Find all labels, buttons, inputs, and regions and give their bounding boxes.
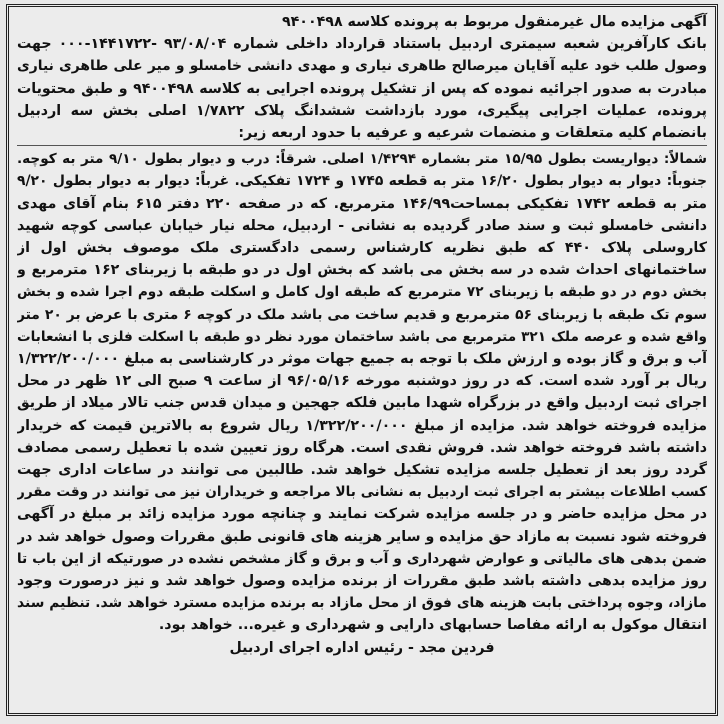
body-line: ضمن بدهی های مالیاتی و عوارض شهرداری و آب و برق و گاز مشخص نشده در صورتیکه از این باب تا xyxy=(17,550,707,567)
body-line: مازاد، وجوه پرداختی بابت هزینه های فوق از محل مازاد به برنده مزایده مسترد خواهد شد. تنظیم سند xyxy=(17,595,707,612)
section-divider xyxy=(17,145,707,146)
intro-line: مبادرت به صدور اجرائیه نموده که پس از تشکیل پرونده اجرایی به کلاسه ۹۴۰۰۴۹۸ و طبق محتویات xyxy=(17,80,707,97)
body-line: گردد روز بعد از تعطیل جلسه مزایده تشکیل خواهد شد. طالبین می توانند در ساعات اداری جهت xyxy=(17,462,707,479)
intro-line: پرونده، عملیات اجرایی پیگیری، مورد بازداشت ششدانگ پلاک ۱/۷۸۲۲ اصلی بخش سه اردبیل xyxy=(17,102,707,119)
body-line: فروخته شود نسبت به مازاد حق مزایده و سایر هزینه های قانونی طبق مقررات وصول خواهد شد در xyxy=(17,528,707,545)
body-line: داشته باشد فروخته خواهد شد. فروش نقدی است. هرگاه روز تعیین شده با تعطیل رسمی مصادف xyxy=(17,439,707,456)
notice-body xyxy=(17,148,707,636)
notice-intro xyxy=(17,33,707,144)
notice-title: آگهی مزایده مال غیرمنقول مربوط به پرونده کلاسه ۹۴۰۰۴۹۸ xyxy=(281,14,707,30)
body-line: بخش دوم در دو طبقه با زیربنای ۷۲ مترمربع که طبقه اول کامل و اسکلت طبقه دوم اجرا شده و بخش xyxy=(17,284,707,301)
body-line: اجرای ثبت اردبیل واقع در بزرگراه شهدا مابین فلکه جهجین و میدان قدس جنب تالار میلاد از طریق xyxy=(17,395,707,412)
body-line: دانشی خامسلو ثبت و سند صادر گردیده به نشانی - اردبیل، محله نیار خیابان عباسی کوچه شهید xyxy=(17,217,707,234)
body-line: روز مزایده بدهی داشته باشد طبق مقررات از برنده مزایده وصول خواهد شد و نیز درصورت وجود xyxy=(17,573,707,590)
auction-notice xyxy=(6,4,718,716)
body-line: انتقال موکول به ارائه مفاصا حسابهای دارایی و شهرداری و غیره... خواهد بود. xyxy=(158,617,707,634)
intro-line: بانک کارآفرین شعبه سیمتری اردبیل باستناد قرارداد داخلی شماره ۹۳/۰۸/۰۴ -۱۴۴۱۷۲۲-۰۰۰ جهت xyxy=(17,36,707,53)
body-line: کاروسلی پلاک ۴۴۰ که طبق نظریه کارشناس رسمی دادگستری ملک موصوف بخش اول از xyxy=(17,240,707,257)
body-line: ریال بر آورد شده است. که در روز دوشنبه مورخه ۹۶/۰۵/۱۶ از ساعت ۹ صبح الی ۱۲ ظهر در محل xyxy=(17,373,707,390)
body-line: شمالاً: دیواریست بطول ۱۵/۹۵ متر بشماره ۱/۴۲۹۴ اصلی. شرقاً: درب و دیوار بطول ۹/۱۰ متر به کوچه. xyxy=(17,151,707,168)
body-line: آب و برق و گاز بوده و ارزش ملک با توجه به جمیع جهات موثر در کارشناسی به مبلغ ۱/۳۲۲/۲۰۰/۰۰۰ xyxy=(17,351,707,368)
intro-line: وصول طلب خود علیه آقایان میرصالح طاهری نیاری و مهدی دانشی خامسلو و میر علی طاهری نیاری xyxy=(17,58,707,75)
body-line: واقع شده و عرصه ملک ۳۲۱ مترمربع می باشد ساختمان مورد نظر دو طبقه با اسکلت فلزی با انشعابات xyxy=(17,328,707,345)
body-line: جنوباً: دیوار به دیوار بطول ۱۶/۲۰ متر به قطعه ۱۷۴۵ و ۱۷۲۴ تفکیکی. غرباً: دیوار به دیوار بطول ۹/۲۰ xyxy=(17,173,707,190)
body-line: متر به قطعه ۱۷۴۲ تفکیکی بمساحت۱۴۶/۹۹ مترمربع. که در صفحه ۲۲۰ دفتر ۶۱۵ بنام آقای مهدی xyxy=(17,195,707,212)
intro-line: بانضمام کلیه متعلقات و منضمات شرعیه و عرفیه با حدود اربعه زیر: xyxy=(238,125,707,142)
body-line: در محل مزایده حاضر و در جلسه مزایده شرکت نمایند و چنانچه مورد مزایده زائد بر مبلغ در آگهی xyxy=(17,506,707,523)
body-line: مزایده فروخته خواهد شد. مزایده از مبلغ ۱/۳۲۲/۲۰۰/۰۰۰ ریال شروع به بالاترین قیمت که خریدار xyxy=(17,417,707,434)
body-line: سوم تک طبقه با زیربنای ۵۶ مترمربع و قدیم ساخت می باشد ملک در کوچه ۶ متری با عرض بر ۲۰ متر xyxy=(17,306,707,323)
body-line: کسب اطلاعات بیشتر به اجرای ثبت اردبیل به نشانی بالا مراجعه و خریداران نیز می توانند در وقت مقرر xyxy=(17,484,707,501)
signature: فردین مجد - رئیس اداره اجرای اردبیل xyxy=(229,639,495,656)
body-line: ساختمانهای احداث شده در سه بخش می باشد که بخش اول در دو طبقه با زیربنای ۱۶۲ مترمربع و xyxy=(17,262,707,279)
